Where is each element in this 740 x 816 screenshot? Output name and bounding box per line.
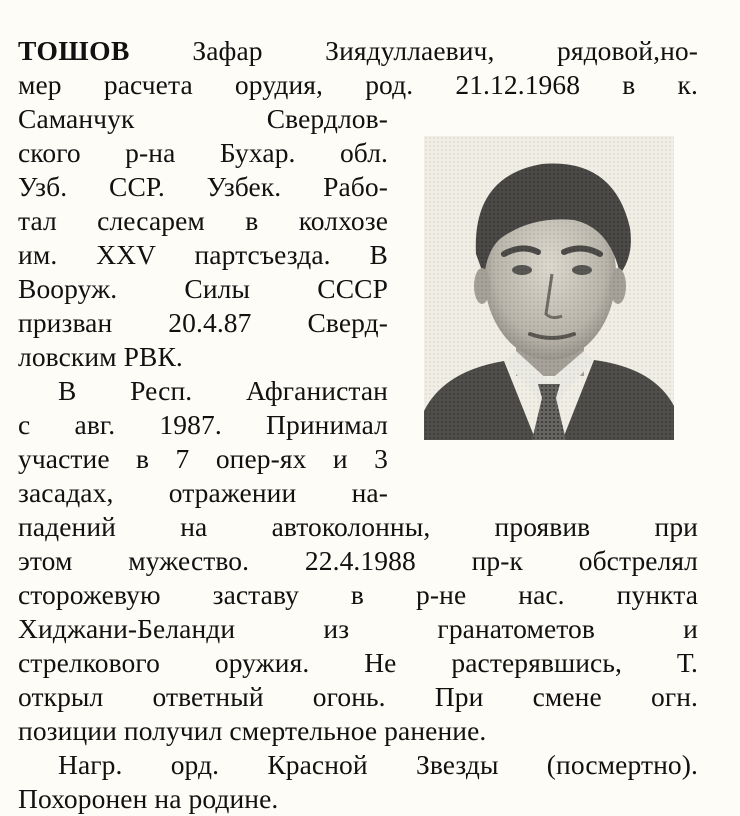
entry-text-line: Хиджани-Беланди из гранатометов и — [18, 613, 698, 644]
entry-text-line: открыл ответный огонь. При смене огн. — [18, 681, 698, 712]
entry-text-line: этом мужество. 22.4.1988 пр-к обстрелял — [18, 545, 698, 576]
entry-text-line: тал слесарем в колхозе — [18, 205, 388, 236]
entry-text-line: стрелкового оружия. Не растерявшись, Т. — [18, 647, 698, 678]
entry-line-1 — [18, 34, 698, 68]
entry-text-line: сторожевую заставу в р-не нас. пункта — [18, 579, 698, 610]
entry-text-line: В Респ. Афганистан — [58, 375, 388, 406]
entry-text-line: позиции получил смертельное ранение. — [18, 715, 487, 746]
entry-text-line: участие в 7 опер-ях и 3 — [18, 443, 388, 474]
entry-text-line: ского р-на Бухар. обл. — [18, 137, 388, 168]
entry-text-line: Похоронен на родине. — [18, 783, 279, 814]
entry-text-line: Нагр. орд. Красной Звезды (посмертно). — [58, 749, 698, 780]
entry-text-line: Вооруж. Силы СССР — [18, 273, 388, 304]
entry-text-line: засадах, отражении на- — [18, 477, 388, 508]
entry-text-line: ловским РВК. — [18, 341, 183, 372]
entry-text-line: падений на автоколонны, проявив при — [18, 511, 698, 542]
surname: ТОШОВ — [18, 35, 130, 66]
portrait-photo — [424, 136, 674, 440]
entry-text-line: им. XXV партсъезда. В — [18, 239, 388, 270]
entry-text-line: мер расчета орудия, род. 21.12.1968 в к. — [18, 69, 698, 100]
entry-text-line: Саманчук Свердлов- — [18, 103, 388, 134]
entry-text-line: Узб. ССР. Узбек. Рабо- — [18, 171, 388, 202]
entry-text-line: Зафар Зиядуллаевич, рядовой,но- — [129, 35, 698, 66]
entry-text-line: призван 20.4.87 Сверд- — [18, 307, 388, 338]
entry-text-line: с авг. 1987. Принимал — [18, 409, 388, 440]
